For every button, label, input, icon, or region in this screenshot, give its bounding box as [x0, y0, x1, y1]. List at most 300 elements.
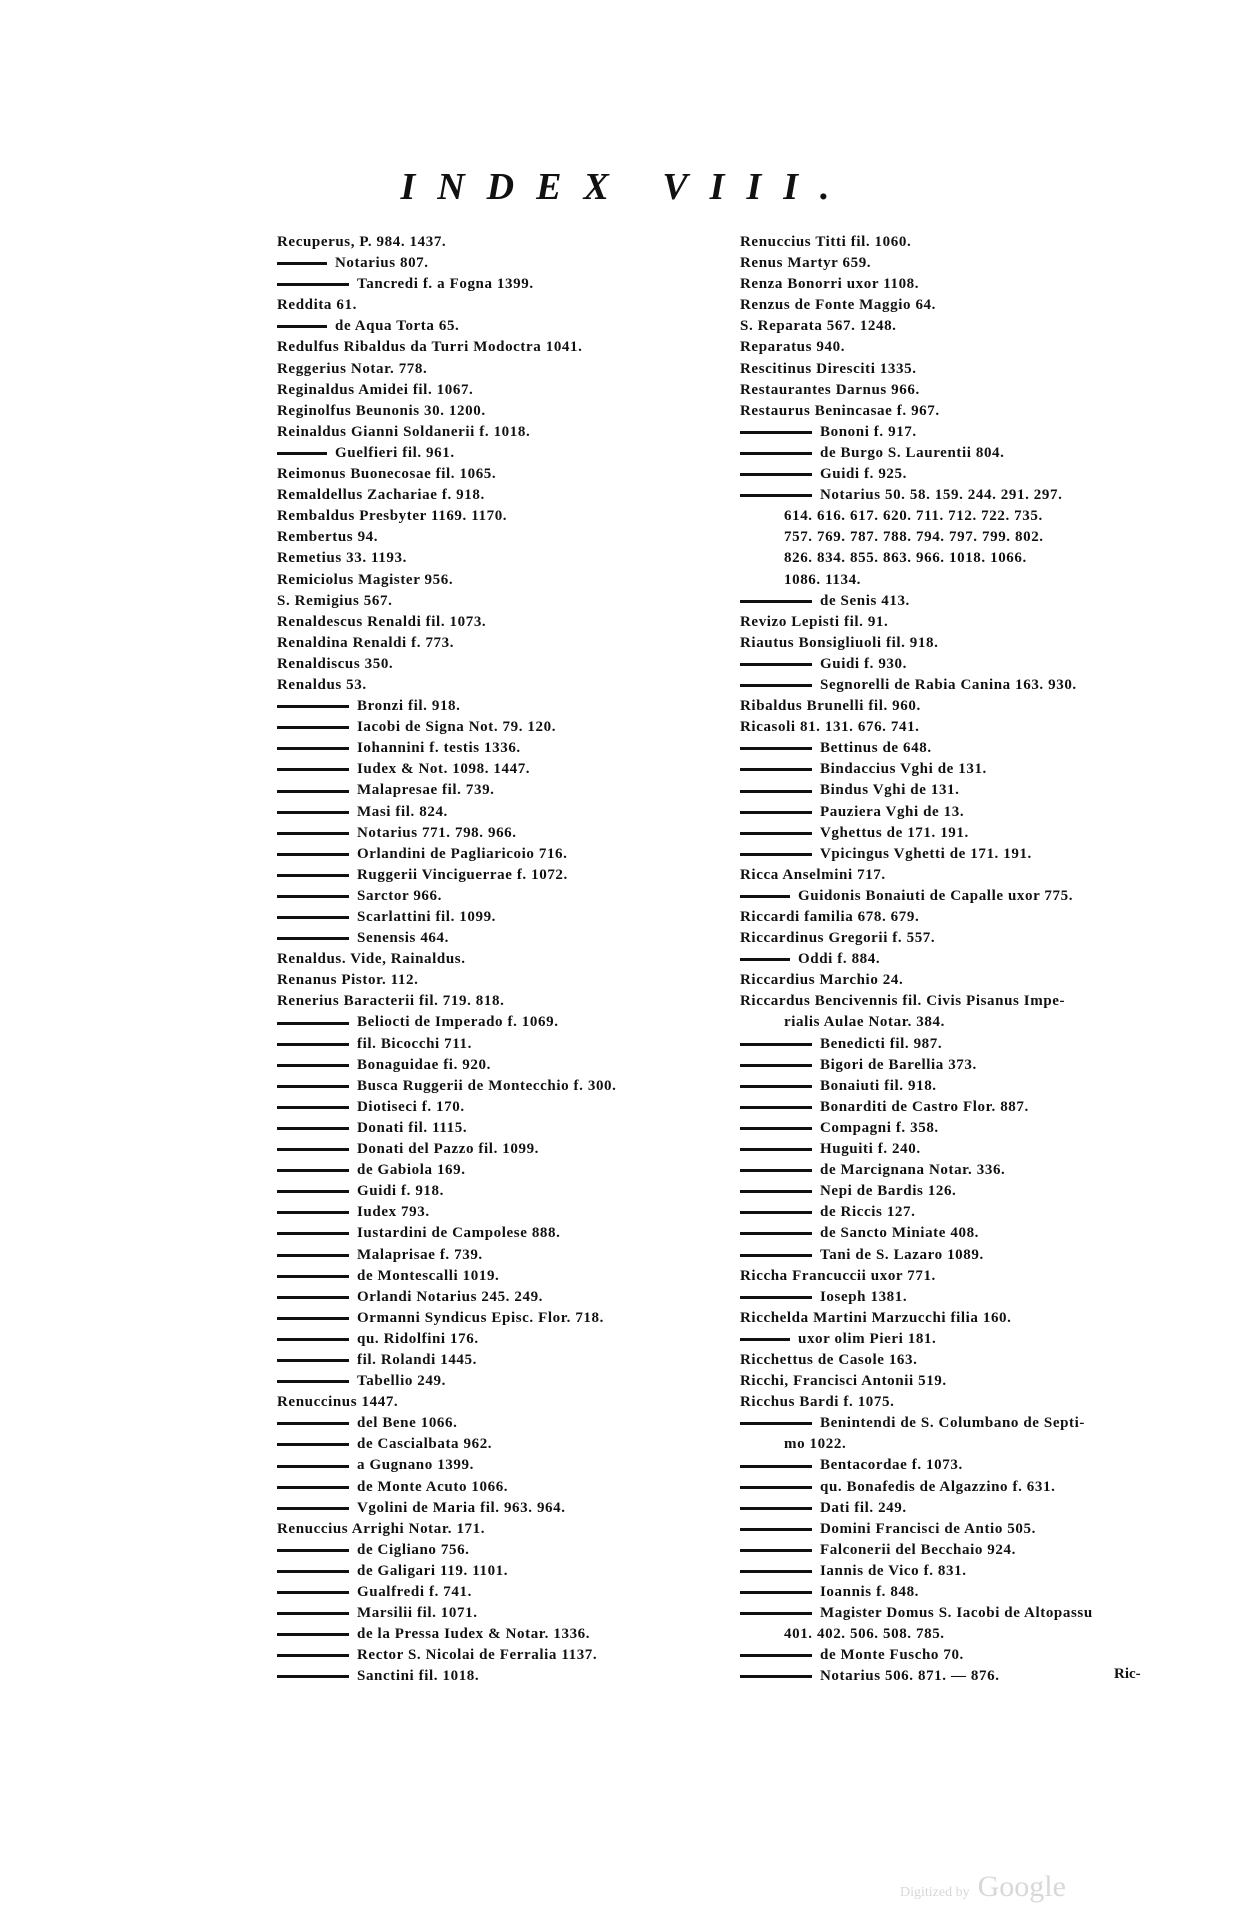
index-entry [740, 633, 1185, 654]
repeat-dash [277, 1127, 349, 1130]
index-entry [277, 1350, 717, 1371]
index-entry [740, 380, 1185, 401]
index-entry-text: Marsilii fil. 1071. [357, 1605, 478, 1622]
index-entry-text: Notarius 506. 871. — 876. [820, 1668, 1000, 1685]
index-entry [740, 464, 1185, 485]
index-entry-text: Orlandini de Pagliaricoio 716. [357, 845, 568, 862]
index-entry [740, 1160, 1185, 1181]
index-entry-text: de Senis 413. [820, 592, 910, 609]
index-entry-text: Ricchi, Francisci Antonii 519. [740, 1373, 947, 1390]
index-entry [740, 295, 1185, 316]
index-entry-text: de Monte Acuto 1066. [357, 1478, 509, 1495]
index-entry [277, 1034, 717, 1055]
index-entry [740, 1455, 1185, 1476]
index-entry-text: Donati del Pazzo fil. 1099. [357, 1141, 540, 1158]
index-entry [277, 675, 717, 696]
left-index-column [277, 232, 717, 1687]
index-entry [277, 1645, 717, 1666]
index-entry [740, 1287, 1185, 1308]
index-entry-text: de Cascialbata 962. [357, 1436, 493, 1453]
index-entry-text: Iacobi de Signa Not. 79. 120. [357, 719, 557, 736]
index-entry [277, 1202, 717, 1223]
index-entry [740, 928, 1185, 949]
repeat-dash [277, 1675, 349, 1678]
repeat-dash [277, 1211, 349, 1214]
index-entry-text: Iannis de Vico f. 831. [820, 1562, 967, 1579]
index-entry-text: Huguiti f. 240. [820, 1141, 921, 1158]
repeat-dash [277, 1443, 349, 1446]
index-entry-text: Notarius 50. 58. 159. 244. 291. 297. [820, 487, 1063, 504]
repeat-dash [740, 1064, 812, 1067]
index-entry [277, 928, 717, 949]
repeat-dash [740, 494, 812, 497]
index-entry [277, 443, 717, 464]
index-entry [277, 612, 717, 633]
repeat-dash [740, 600, 812, 603]
index-entry [277, 1181, 717, 1202]
repeat-dash [740, 1338, 790, 1341]
repeat-dash [277, 1591, 349, 1594]
index-entry-text: fil. Rolandi 1445. [357, 1351, 477, 1368]
index-entry-text: Bindus Vghi de 131. [820, 782, 960, 799]
index-entry-text: Ribaldus Brunelli fil. 960. [740, 698, 921, 715]
index-entry [277, 1603, 717, 1624]
index-entry-text: Riccardus Bencivennis fil. Civis Pisanus Impe- [740, 993, 1066, 1010]
index-entry [277, 1308, 717, 1329]
index-entry [740, 1097, 1185, 1118]
index-entry [740, 780, 1185, 801]
index-entry-text: Iustardini de Campolese 888. [357, 1225, 561, 1242]
index-entry-text: Renaldus 53. [277, 676, 367, 693]
repeat-dash [740, 832, 812, 835]
index-entry [277, 1223, 717, 1244]
repeat-dash [740, 1211, 812, 1214]
index-entry [277, 1139, 717, 1160]
index-entry [740, 253, 1185, 274]
index-entry-text: Compagni f. 358. [820, 1119, 939, 1136]
index-entry-text: Bindaccius Vghi de 131. [820, 761, 987, 778]
index-entry [740, 1012, 1185, 1033]
repeat-dash [277, 1654, 349, 1657]
repeat-dash [740, 747, 812, 750]
index-entry [277, 1097, 717, 1118]
index-entry-text: Orlandi Notarius 245. 249. [357, 1288, 544, 1305]
index-entry [277, 548, 717, 569]
index-entry [277, 359, 717, 380]
index-entry [740, 1519, 1185, 1540]
index-entry [740, 401, 1185, 422]
index-entry-text: 1086. 1134. [784, 571, 862, 588]
index-entry-text: Donati fil. 1115. [357, 1119, 468, 1136]
index-entry-text: Ioseph 1381. [820, 1288, 908, 1305]
index-entry [740, 274, 1185, 295]
index-entry [740, 865, 1185, 886]
index-entry [277, 527, 717, 548]
repeat-dash [277, 811, 349, 814]
index-entry-text: Benedicti fil. 987. [820, 1035, 943, 1052]
index-entry-text: Guidi f. 930. [820, 655, 907, 672]
index-entry-text: Bronzi fil. 918. [357, 698, 461, 715]
index-entry-text: Guidi f. 918. [357, 1183, 444, 1200]
index-entry-text: Bentacordae f. 1073. [820, 1457, 963, 1474]
index-entry [740, 1371, 1185, 1392]
index-entry-text: Ricchus Bardi f. 1075. [740, 1394, 895, 1411]
repeat-dash [740, 790, 812, 793]
repeat-dash [277, 1422, 349, 1425]
repeat-dash [277, 1190, 349, 1193]
repeat-dash [740, 1591, 812, 1594]
index-entry-text: Ricca Anselmini 717. [740, 866, 886, 883]
repeat-dash [740, 1675, 812, 1678]
index-entry [740, 1645, 1185, 1666]
repeat-dash [277, 832, 349, 835]
index-entry-text: Renus Martyr 659. [740, 255, 872, 272]
index-entry-text: Malaprisae f. 739. [357, 1246, 483, 1263]
index-entry [277, 759, 717, 780]
index-entry [277, 1392, 717, 1413]
index-entry [277, 422, 717, 443]
index-entry [277, 1245, 717, 1266]
index-entry [277, 1329, 717, 1350]
index-entry [740, 591, 1185, 612]
index-entry-text: Sarctor 966. [357, 887, 442, 904]
index-entry-text: Guelfieri fil. 961. [335, 444, 455, 461]
index-entry-text: S. Remigius 567. [277, 592, 393, 609]
index-entry [740, 823, 1185, 844]
repeat-dash [277, 262, 327, 265]
repeat-dash [740, 1296, 812, 1299]
repeat-dash [740, 1612, 812, 1615]
index-entry [277, 844, 717, 865]
index-entry-text: Nepi de Bardis 126. [820, 1183, 957, 1200]
index-entry [740, 1308, 1185, 1329]
index-entry-text: S. Reparata 567. 1248. [740, 318, 897, 335]
index-entry-text: Masi fil. 824. [357, 803, 448, 820]
repeat-dash [277, 1232, 349, 1235]
index-entry-text: de Sancto Miniate 408. [820, 1225, 980, 1242]
index-entry-text: Rembertus 94. [277, 529, 379, 546]
watermark-brand: Google [977, 1870, 1066, 1903]
repeat-dash [277, 1633, 349, 1636]
index-entry [277, 380, 717, 401]
repeat-dash [740, 853, 812, 856]
index-entry-text: Scarlattini fil. 1099. [357, 909, 497, 925]
index-entry [740, 991, 1185, 1012]
repeat-dash [740, 684, 812, 687]
index-entry [277, 865, 717, 886]
index-entry-text: Ricchettus de Casole 163. [740, 1351, 918, 1368]
index-entry-text: de Burgo S. Laurentii 804. [820, 444, 1005, 461]
index-entry-text: Tabellio 249. [357, 1373, 446, 1390]
index-entry-text: Iudex & Not. 1098. 1447. [357, 761, 531, 778]
index-entry-text: qu. Ridolfini 176. [357, 1330, 479, 1347]
index-entry [277, 886, 717, 907]
repeat-dash [740, 768, 812, 771]
index-entry [277, 1434, 717, 1455]
index-entry-text: Ormanni Syndicus Episc. Flor. 718. [357, 1309, 604, 1326]
repeat-dash [740, 1465, 812, 1468]
index-entry [277, 1498, 717, 1519]
index-entry-text: Dati fil. 249. [820, 1499, 907, 1516]
index-entry [740, 1582, 1185, 1603]
repeat-dash [740, 473, 812, 476]
index-entry-text: de Riccis 127. [820, 1204, 916, 1221]
digitized-watermark [900, 1870, 1066, 1904]
index-entry [277, 1455, 717, 1476]
index-entry [277, 485, 717, 506]
index-entry-text: uxor olim Pieri 181. [798, 1330, 937, 1347]
repeat-dash [277, 705, 349, 708]
index-entry [740, 738, 1185, 759]
index-entry [277, 1666, 717, 1687]
index-entry-text: Bonarditi de Castro Flor. 887. [820, 1098, 1029, 1115]
index-entry-text: Beliocti de Imperado f. 1069. [357, 1014, 559, 1031]
index-entry [740, 1245, 1185, 1266]
index-entry [277, 1076, 717, 1097]
index-entry [740, 1034, 1185, 1055]
repeat-dash [277, 1043, 349, 1046]
index-entry [277, 295, 717, 316]
index-entry-text: qu. Bonafedis de Algazzino f. 631. [820, 1478, 1056, 1495]
repeat-dash [740, 1148, 812, 1151]
repeat-dash [277, 747, 349, 750]
index-entry-text: Ioannis f. 848. [820, 1584, 920, 1600]
index-entry-text: Riccheldа Martini Marzucchi filia 160. [740, 1309, 1012, 1326]
index-entry-text: Riccardius Marchio 24. [740, 972, 904, 989]
index-entry [277, 232, 717, 253]
index-entry-text: Busca Ruggerii de Montecchio f. 300. [357, 1077, 617, 1094]
index-entry-text: Renaldiscus 350. [277, 655, 394, 672]
repeat-dash [277, 1359, 349, 1362]
repeat-dash [277, 790, 349, 793]
index-entry-text: Renerius Baracterii fil. 719. 818. [277, 993, 505, 1010]
repeat-dash [277, 1064, 349, 1067]
index-entry [740, 1413, 1185, 1434]
repeat-dash [277, 1507, 349, 1510]
index-entry [740, 907, 1185, 928]
index-entry [277, 1266, 717, 1287]
index-entry-text: de Aqua Torta 65. [335, 318, 460, 335]
index-entry-text: del Bene 1066. [357, 1415, 458, 1432]
index-entry [277, 316, 717, 337]
index-entry-text: 826. 834. 855. 863. 966. 1018. 1066. [784, 550, 1027, 567]
repeat-dash [277, 452, 327, 455]
index-entry [277, 1118, 717, 1139]
index-entry-text: Malapresae fil. 739. [357, 782, 495, 799]
index-entry [277, 717, 717, 738]
repeat-dash [740, 1528, 812, 1531]
watermark-prefix: Digitized by [900, 1885, 970, 1900]
index-entry-text: de la Pressa Iudex & Notar. 1336. [357, 1626, 591, 1643]
index-entry-text: Guidonis Bonaiuti de Capalle uxor 775. [798, 887, 1074, 904]
repeat-dash [740, 1507, 812, 1510]
index-entry [740, 1603, 1185, 1624]
repeat-dash [277, 1486, 349, 1489]
repeat-dash [277, 937, 349, 940]
index-entry-text: Remetius 33. 1193. [277, 550, 407, 567]
index-entry-text: de Montescalli 1019. [357, 1267, 500, 1284]
index-entry-text: Iohannini f. testis 1336. [357, 740, 521, 757]
index-entry [277, 591, 717, 612]
index-entry [277, 1055, 717, 1076]
index-entry [277, 802, 717, 823]
index-entry-text: Rector S. Nicolai de Ferralia 1137. [357, 1647, 598, 1664]
index-entry-text: Domini Francisci de Antio 505. [820, 1520, 1036, 1537]
index-entry-text: Recuperus, P. 984. 1437. [277, 234, 447, 250]
index-entry-text: a Gugnano 1399. [357, 1457, 474, 1474]
repeat-dash [277, 853, 349, 856]
index-entry [740, 1139, 1185, 1160]
index-entry [740, 717, 1185, 738]
index-entry [740, 1624, 1185, 1645]
repeat-dash [277, 726, 349, 729]
index-entry [277, 654, 717, 675]
index-entry-text: de Galigari 119. 1101. [357, 1562, 509, 1579]
index-entry [277, 570, 717, 591]
index-entry [277, 970, 717, 991]
index-entry [740, 1434, 1185, 1455]
index-entry-text: Ricasoli 81. 131. 676. 741. [740, 719, 920, 736]
index-entry [277, 1287, 717, 1308]
index-entry [740, 1477, 1185, 1498]
index-entry [277, 506, 717, 527]
index-entry-text: fil. Bicocchi 711. [357, 1035, 472, 1052]
repeat-dash [277, 1022, 349, 1025]
index-entry [740, 1076, 1185, 1097]
index-entry-text: Pauziera Vghi de 13. [820, 803, 965, 820]
index-entry [277, 780, 717, 801]
repeat-dash [740, 1422, 812, 1425]
index-entry-text: Gualfredi f. 741. [357, 1584, 472, 1600]
repeat-dash [277, 1549, 349, 1552]
index-entry [740, 1202, 1185, 1223]
repeat-dash [740, 1254, 812, 1257]
index-entry [740, 1266, 1185, 1287]
repeat-dash [277, 283, 349, 286]
index-entry [740, 359, 1185, 380]
index-entry [277, 464, 717, 485]
repeat-dash [277, 1380, 349, 1383]
repeat-dash [277, 874, 349, 877]
index-entry [740, 949, 1185, 970]
index-entry [277, 1519, 717, 1540]
index-entry-text: Oddi f. 884. [798, 951, 881, 968]
index-entry-text: Vgolini de Maria fil. 963. 964. [357, 1499, 566, 1516]
index-entry [740, 759, 1185, 780]
index-entry [277, 274, 717, 295]
index-entry [277, 738, 717, 759]
right-index-column [740, 232, 1185, 1687]
repeat-dash [740, 1169, 812, 1172]
index-entry [277, 823, 717, 844]
index-entry-text: mo 1022. [784, 1436, 847, 1453]
index-entry-text: Reginaldus Amidei fil. 1067. [277, 381, 474, 398]
repeat-dash [277, 1296, 349, 1299]
index-entry [277, 1012, 717, 1033]
index-entry-text: Remiciolus Magister 956. [277, 571, 454, 588]
index-entry-text: Renaldus. Vide, Rainaldus. [277, 951, 466, 968]
index-entry [740, 654, 1185, 675]
index-entry-text: de Marcignana Notar. 336. [820, 1162, 1006, 1179]
repeat-dash [740, 1085, 812, 1088]
index-entry [740, 886, 1185, 907]
index-entry [740, 422, 1185, 443]
index-entry [740, 1392, 1185, 1413]
index-entry-text: Restaurantes Darnus 966. [740, 381, 920, 398]
repeat-dash [277, 1465, 349, 1468]
repeat-dash [740, 1486, 812, 1489]
repeat-dash [277, 1612, 349, 1615]
repeat-dash [277, 1254, 349, 1257]
repeat-dash [277, 768, 349, 771]
index-entry-text: Benintendi de S. Columbano de Septi- [820, 1415, 1085, 1432]
repeat-dash [740, 1570, 812, 1573]
repeat-dash [740, 811, 812, 814]
index-entry [740, 675, 1185, 696]
index-entry [740, 527, 1185, 548]
index-entry [277, 1540, 717, 1561]
index-entry-text: Riccardi familia 678. 679. [740, 909, 920, 925]
index-entry [740, 1055, 1185, 1076]
index-entry [277, 401, 717, 422]
repeat-dash [277, 1275, 349, 1278]
index-entry-text: Restaurus Benincasae f. 967. [740, 402, 940, 419]
index-entry [740, 970, 1185, 991]
index-entry-text: Senensis 464. [357, 930, 449, 947]
index-entry [277, 253, 717, 274]
index-entry-text: de Gabiola 169. [357, 1162, 466, 1179]
repeat-dash [277, 1169, 349, 1172]
repeat-dash [740, 1127, 812, 1130]
index-entry [277, 1582, 717, 1603]
index-entry-text: Guidi f. 925. [820, 466, 907, 483]
index-entry-text: Reddita 61. [277, 297, 357, 314]
repeat-dash [277, 916, 349, 919]
index-entry-text: Bononi f. 917. [820, 423, 917, 440]
index-entry-text: Redulfus Ribaldus da Turri Modoctra 1041. [277, 339, 583, 356]
index-entry-text: Rembaldus Presbyter 1169. 1170. [277, 508, 508, 525]
index-entry [740, 337, 1185, 358]
index-entry-text: Rescitinus Diresciti 1335. [740, 360, 917, 377]
index-entry [740, 548, 1185, 569]
repeat-dash [740, 1232, 812, 1235]
repeat-dash [740, 958, 790, 961]
index-entry [740, 1561, 1185, 1582]
index-entry-text: Reinaldus Gianni Soldanerii f. 1018. [277, 423, 531, 440]
repeat-dash [740, 431, 812, 434]
repeat-dash [277, 1085, 349, 1088]
index-entry [740, 485, 1185, 506]
index-entry-text: Bettinus de 648. [820, 740, 932, 757]
repeat-dash [277, 895, 349, 898]
index-entry-text: Vghettus de 171. 191. [820, 824, 969, 841]
index-entry [740, 1540, 1185, 1561]
index-entry-text: Magister Domus S. Iacobi de Altopassu [820, 1605, 1093, 1622]
index-entry [277, 1160, 717, 1181]
index-entry-text: Riautus Bonsigliuoli fil. 918. [740, 634, 939, 651]
index-entry-text: Riccha Francuccii uxor 771. [740, 1267, 936, 1284]
index-entry [740, 844, 1185, 865]
index-entry-text: Reparatus 940. [740, 339, 846, 356]
index-entry-text: Tancredi f. a Fogna 1399. [357, 276, 534, 293]
index-entry [740, 506, 1185, 527]
index-entry-text: Renzus de Fonte Maggio 64. [740, 297, 937, 314]
index-entry-text: Vpicingus Vghetti de 171. 191. [820, 845, 1032, 862]
index-entry-text: Revizo Lepisti fil. 91. [740, 613, 889, 630]
repeat-dash [277, 1317, 349, 1320]
repeat-dash [740, 1106, 812, 1109]
index-entry-text: 614. 616. 617. 620. 711. 712. 722. 735. [784, 508, 1043, 525]
